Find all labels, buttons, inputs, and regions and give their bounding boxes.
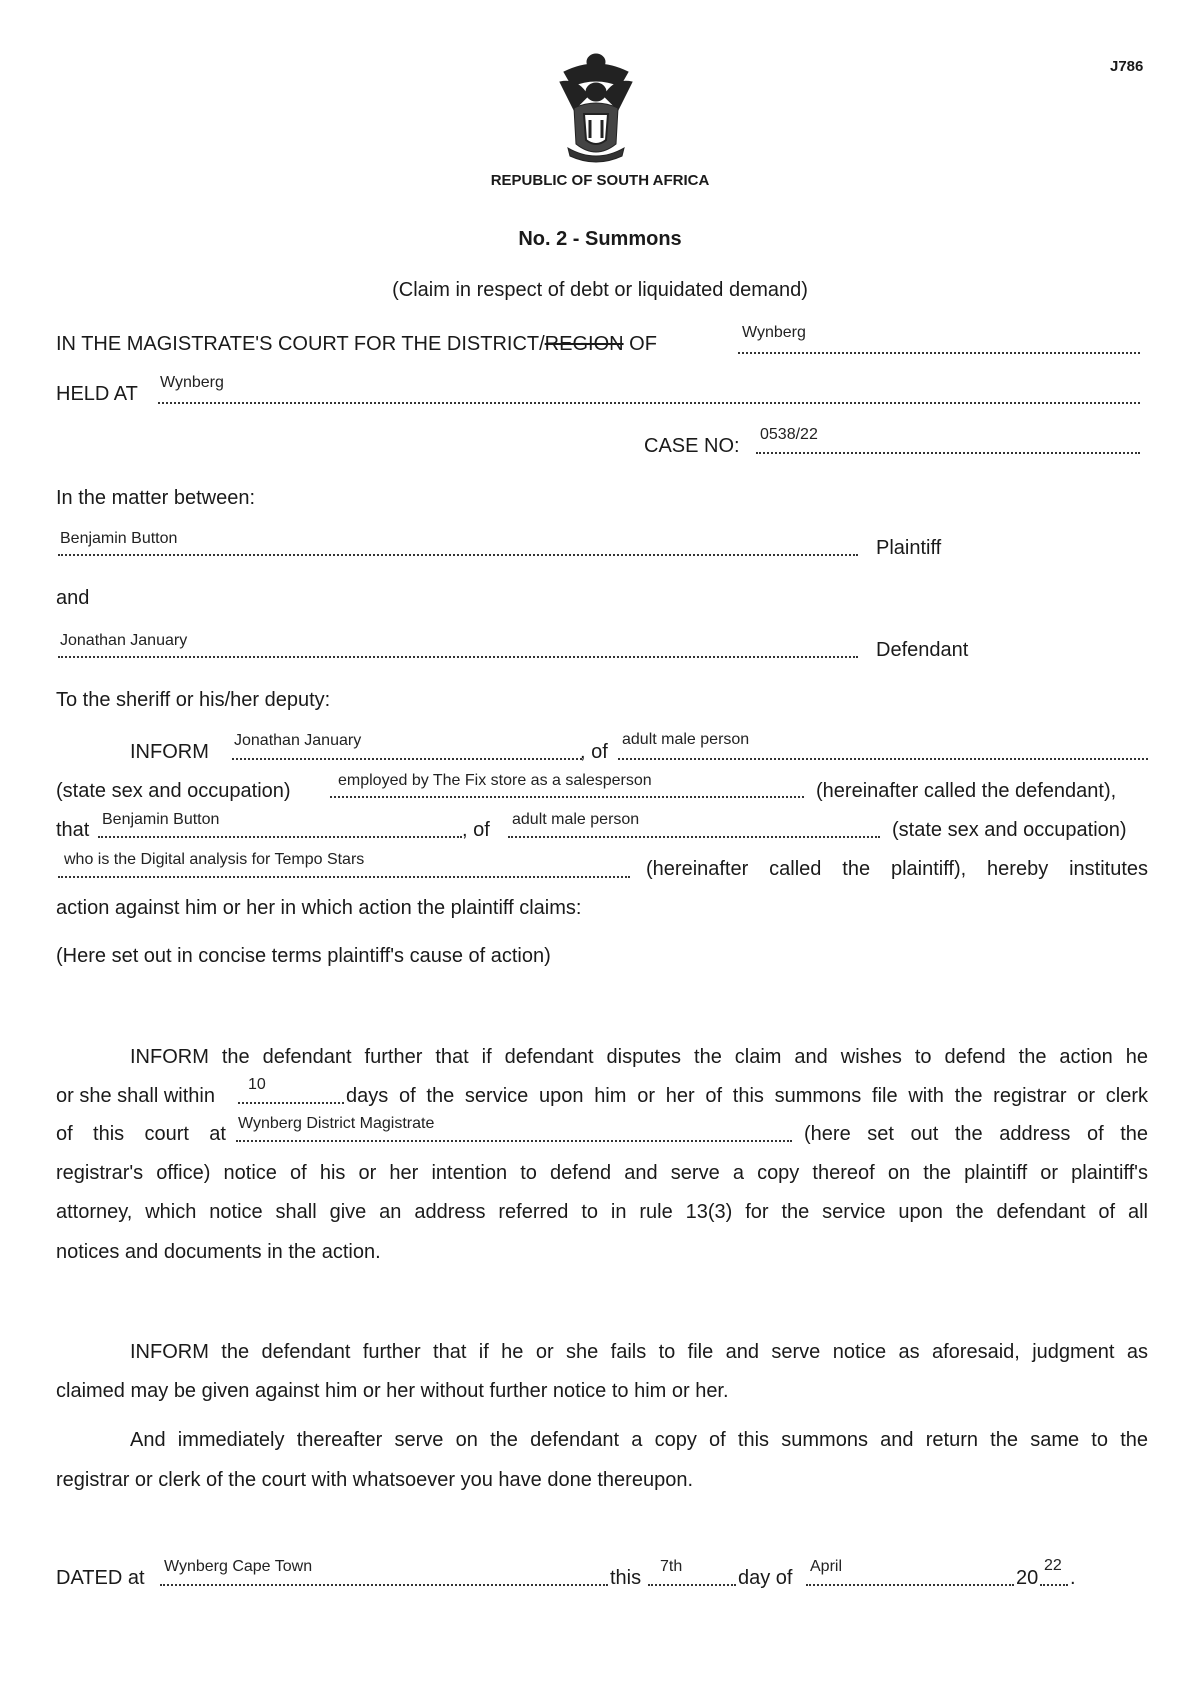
defendant-label: Defendant xyxy=(876,639,969,661)
registrar-address-field[interactable]: Wynberg District Magistrate xyxy=(238,1115,435,1132)
plaintiff-occupation-field[interactable]: who is the Digital analysis for Tempo Stars xyxy=(64,851,365,868)
country-heading: REPUBLIC OF SOUTH AFRICA xyxy=(490,172,710,189)
defend-p1-line-b2: days of the service upon him or her of this summons file with the registrar or clerk xyxy=(346,1085,1148,1107)
dated-this-label: this xyxy=(610,1567,642,1589)
defend-p1-line-f: notices and documents in the action. xyxy=(56,1241,381,1263)
inform-label: INFORM xyxy=(130,741,209,763)
case-no-label: CASE NO: xyxy=(644,435,740,457)
held-at-field[interactable]: Wynberg xyxy=(160,374,224,391)
defend-p1-line-a: INFORM the defendant further that if defendant disputes the claim and wishes to defend the action he xyxy=(130,1046,1148,1068)
case-no-field[interactable]: 0538/22 xyxy=(760,426,818,443)
defend-p2-line-b: claimed may be given against him or her without further notice to him or her. xyxy=(56,1380,729,1402)
defendant-name-field[interactable]: Jonathan January xyxy=(234,732,362,749)
plaintiff-name-dotted-line xyxy=(98,836,462,838)
district-dotted-line xyxy=(738,352,1140,354)
plaintiff-desc-field[interactable]: adult male person xyxy=(512,811,640,828)
matter-between-label: In the matter between: xyxy=(56,487,256,509)
plaintiff-occ-dotted-line xyxy=(58,876,630,878)
dated-day-dotted-line xyxy=(648,1584,736,1586)
plaintiff-of-label: , of xyxy=(462,819,490,841)
dated-place-field[interactable]: Wynberg Cape Town xyxy=(164,1558,313,1575)
held-at-label: HELD AT xyxy=(56,383,138,405)
form-code: J786 xyxy=(1110,58,1144,75)
defendant-occ-dotted-line xyxy=(330,796,804,798)
dated-day-of-label: day of xyxy=(738,1567,793,1589)
defend-p1-line-b1: or she shall within xyxy=(56,1085,215,1107)
action-line: action against him or her in which action the plaintiff claims: xyxy=(56,897,582,919)
court-line-of: OF xyxy=(623,333,657,355)
plaintiff-desc-dotted-line xyxy=(508,836,880,838)
defend-p3-line-b: registrar or clerk of the court with whatsoever you have done thereupon. xyxy=(56,1469,694,1491)
dated-year-field[interactable]: 22 xyxy=(1044,1557,1062,1574)
form-subtitle: (Claim in respect of debt or liquidated demand) xyxy=(392,279,808,301)
dated-year-dotted-line xyxy=(1040,1584,1068,1586)
that-label: that xyxy=(56,819,90,841)
defend-p3-line-a: And immediately thereafter serve on the defendant a copy of this summons and return the same to the xyxy=(130,1429,1148,1451)
days-dotted-line xyxy=(238,1102,344,1104)
coat-of-arms-emblem xyxy=(558,52,634,164)
hereinafter-plaintiff-label: (hereinafter called the plaintiff), hereby institutes xyxy=(646,858,1148,880)
defend-p1-line-d: registrar's office) notice of his or her intention to defend and serve a copy thereof on the plaintiff or plaintiff's xyxy=(56,1162,1148,1184)
dated-month-field[interactable]: April xyxy=(810,1558,843,1575)
defend-p2-line-a: INFORM the defendant further that if he or she fails to file and serve notice as aforesaid, judgment as xyxy=(130,1341,1148,1363)
form-title: No. 2 - Summons xyxy=(518,228,682,250)
defendant-desc-dotted-line xyxy=(618,758,1148,760)
state-sex-label: (state sex and occupation) xyxy=(56,780,291,802)
court-line-prefix: IN THE MAGISTRATE'S COURT FOR THE DISTRICT/ xyxy=(56,333,545,355)
defend-p1-line-c2: (here set out the address of the xyxy=(804,1123,1148,1145)
case-no-dotted-line xyxy=(756,452,1140,454)
dated-day-field[interactable]: 7th xyxy=(660,1558,683,1575)
plaintiff-name-field[interactable]: Benjamin Button xyxy=(102,811,220,828)
defendant-dotted-line xyxy=(58,656,858,658)
cause-of-action-line: (Here set out in concise terms plaintiff's cause of action) xyxy=(56,945,551,967)
dated-year-prefix: 20 xyxy=(1016,1567,1039,1589)
defendant-desc-field[interactable]: adult male person xyxy=(622,731,750,748)
court-line xyxy=(56,332,657,356)
to-sheriff-label: To the sheriff or his/her deputy: xyxy=(56,689,331,711)
registrar-address-dotted-line xyxy=(236,1140,792,1142)
plaintiff-field[interactable]: Benjamin Button xyxy=(60,530,178,547)
defendant-occupation-field[interactable]: employed by The Fix store as a salesperson xyxy=(338,772,652,789)
dated-place-dotted-line xyxy=(160,1584,608,1586)
days-field[interactable]: 10 xyxy=(248,1076,266,1093)
state-sex-label-2: (state sex and occupation) xyxy=(892,819,1127,841)
defend-p1-line-e: attorney, which notice shall give an address referred to in rule 13(3) for the service upon the defendant of all xyxy=(56,1201,1148,1223)
plaintiff-dotted-line xyxy=(58,554,858,556)
defendant-field[interactable]: Jonathan January xyxy=(60,632,188,649)
defend-p1-line-c1: of this court at xyxy=(56,1123,226,1145)
hereinafter-defendant-label: (hereinafter called the defendant), xyxy=(816,780,1117,802)
region-struck: REGION xyxy=(544,333,624,355)
district-field[interactable]: Wynberg xyxy=(742,324,806,341)
inform-of-label: , of xyxy=(580,741,608,763)
and-label: and xyxy=(56,587,90,609)
dated-period: . xyxy=(1070,1567,1076,1589)
dated-month-dotted-line xyxy=(806,1584,1014,1586)
plaintiff-label: Plaintiff xyxy=(876,537,942,559)
held-at-dotted-line xyxy=(158,402,1140,404)
inform-name-dotted-line-2 xyxy=(232,758,582,760)
dated-at-label: DATED at xyxy=(56,1567,145,1589)
